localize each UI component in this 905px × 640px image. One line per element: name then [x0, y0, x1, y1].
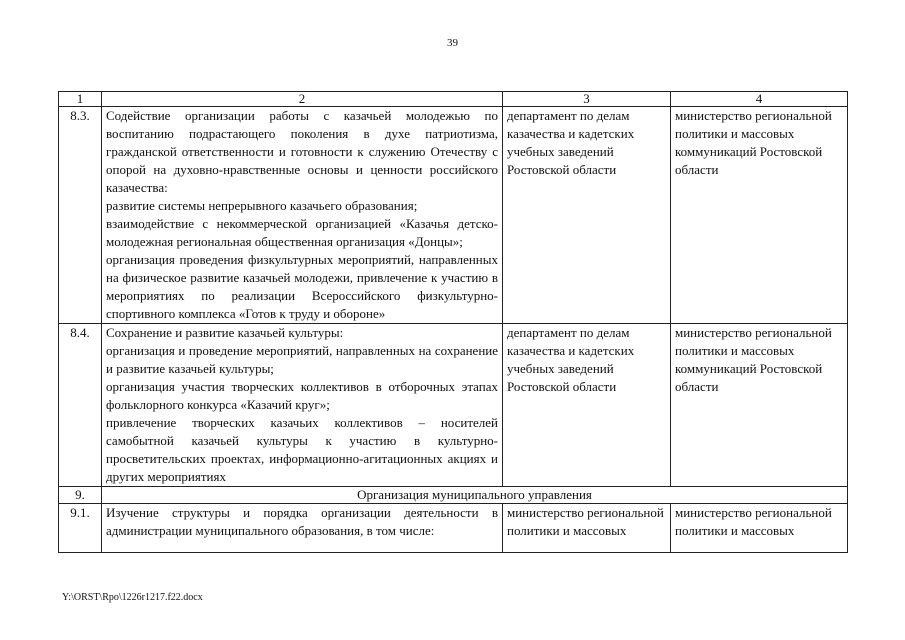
table-row — [59, 107, 848, 324]
co-executor — [671, 504, 848, 553]
responsible-executor: департамент по делам казачества и кадетских учебных заведений Ростовской области — [503, 324, 671, 487]
column-header-1: 1 — [59, 92, 102, 107]
table-row — [59, 504, 848, 553]
measure-paragraph: организация и проведение мероприятий, направленных на сохранение и развитие казачьей культуры; — [106, 343, 498, 376]
page-number: 39 — [447, 37, 458, 49]
responsible-executor: департамент по делам казачества и кадетских учебных заведений Ростовской области — [503, 107, 671, 324]
measure-text — [102, 504, 503, 553]
measure-text-content: Изучение структуры и порядка организации деятельности в администрации муниципального образования, в том числе: — [106, 505, 498, 538]
column-header-2: 2 — [102, 92, 503, 107]
activities-table — [58, 91, 848, 553]
measure-paragraph: взаимодействие с некоммерческой организацией «Казачья детско-молодежная региональная общественная организация «Донцы»; — [106, 216, 498, 249]
measure-paragraph: организация проведения физкультурных мероприятий, направленных на физическое развитие казачьей молодежи, привлечение к участию в мероприятиях по реализации Всероссийского физкультурно-спортивного комплекса «Готов к труду и обороне» — [106, 252, 498, 321]
file-path-footer: Y:\ORST\Rpo\1226r1217.f22.docx — [62, 592, 203, 603]
responsible-executor-content: министерство региональной политики и массовых — [507, 505, 664, 538]
row-number: 9.1. — [59, 504, 102, 553]
co-executor: министерство региональной политики и массовых коммуникаций Ростовской области — [671, 107, 848, 324]
column-header-4: 4 — [671, 92, 848, 107]
responsible-executor — [503, 504, 671, 553]
section-title: Организация муниципального управления — [102, 487, 848, 504]
co-executor-content: министерство региональной политики и массовых — [675, 505, 832, 538]
measure-paragraph: Содействие организации работы с казачьей молодежью по воспитанию подрастающего поколения в духе патриотизма, гражданской ответственности и готовности к служению Отечеству с опорой на духовно-нравственные основы и ценности российского казачества: — [106, 108, 498, 195]
measure-text — [102, 107, 503, 324]
row-number: 8.4. — [59, 324, 102, 487]
measure-paragraph: организация участия творческих коллективов в отборочных этапах фольклорного конкурса «Казачий круг»; — [106, 379, 498, 412]
co-executor: министерство региональной политики и массовых коммуникаций Ростовской области — [671, 324, 848, 487]
table-header-row — [59, 92, 848, 107]
measure-paragraph: Сохранение и развитие казачьей культуры: — [106, 325, 344, 340]
column-header-3: 3 — [503, 92, 671, 107]
table-row — [59, 324, 848, 487]
section-row — [59, 487, 848, 504]
measure-text — [102, 324, 503, 487]
row-number: 8.3. — [59, 107, 102, 324]
measure-paragraph: привлечение творческих казачьих коллективов – носителей самобытной казачьей культуры к участию в культурно-просветительских проектах, информационно-агитационных акциях и других мероприятиях — [106, 415, 498, 484]
measure-paragraph: развитие системы непрерывного казачьего образования; — [106, 198, 418, 213]
section-number: 9. — [59, 487, 102, 504]
